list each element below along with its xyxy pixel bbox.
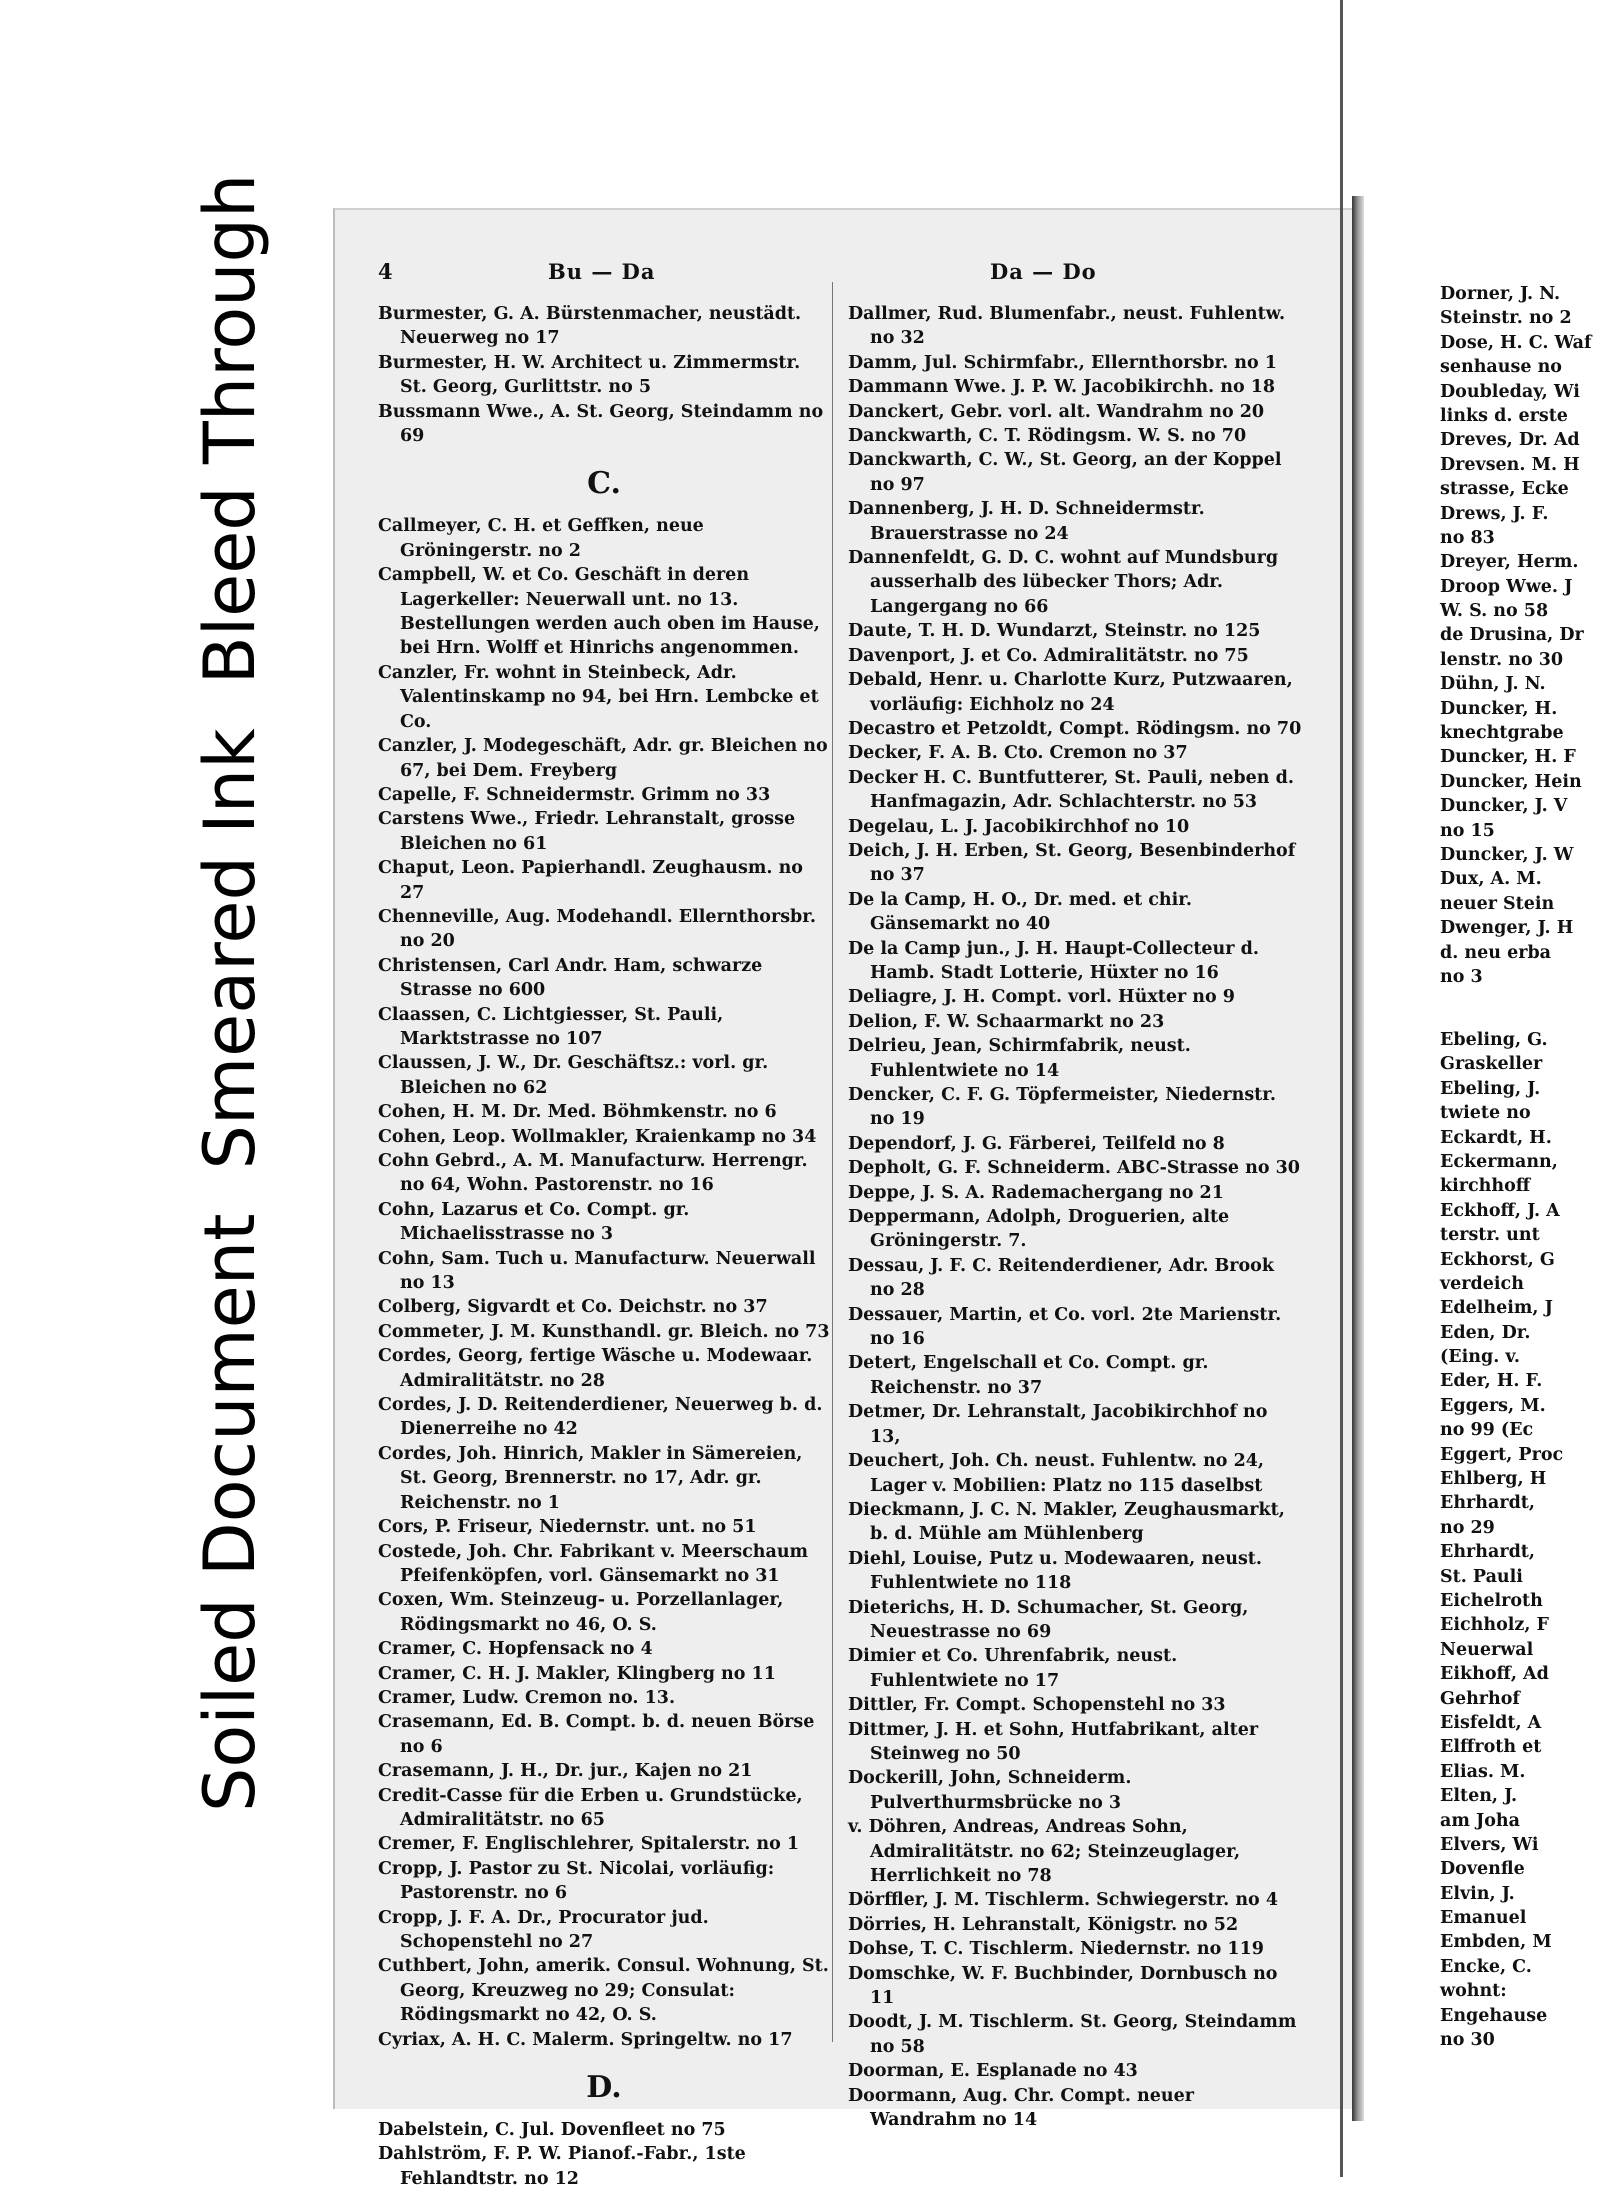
directory-entry: Cuthbert, John, amerik. Consul. Wohnung, St. Georg, Kreuzweg no 29; Consulat: Rödingsmarkt no 42, O. S. bbox=[378, 1956, 829, 2026]
directory-entry: Cyriax, A. H. C. Malerm. Springeltw. no 17 bbox=[378, 2029, 793, 2050]
adjacent-entry-fragment: Eichelroth bbox=[1440, 1590, 1543, 1611]
adjacent-entry-fragment: terstr. unt bbox=[1440, 1225, 1540, 1246]
directory-entry: Coxen, Wm. Steinzeug- u. Porzellanlager, Rödingsmarkt no 46, O. S. bbox=[378, 1590, 784, 1635]
adjacent-entry-fragment: de Drusina, Dr bbox=[1440, 625, 1584, 646]
directory-entry: Cramer, C. Hopfensack no 4 bbox=[378, 1639, 653, 1660]
adjacent-page-edge bbox=[1360, 0, 1600, 2177]
adjacent-entry-fragment: Edelheim, J bbox=[1440, 1298, 1553, 1319]
adjacent-entry-fragment: Drevsen. M. H bbox=[1440, 454, 1580, 475]
directory-entry: Damm, Jul. Schirmfabr., Ellernthorsbr. no 1 bbox=[848, 352, 1277, 373]
directory-entry: Cohen, Leop. Wollmakler, Kraienkamp no 34 bbox=[378, 1126, 817, 1147]
directory-entry: Claussen, J. W., Dr. Geschäftsz.: vorl. gr. Bleichen no 62 bbox=[378, 1053, 769, 1098]
directory-entry: Cramer, Ludw. Cremon no. 13. bbox=[378, 1687, 676, 1708]
adjacent-entry-fragment: Eisfeldt, A bbox=[1440, 1712, 1542, 1733]
directory-entry: Danckwarth, C. W., St. Georg, an der Koppel no 97 bbox=[848, 450, 1282, 495]
directory-entry: Domschke, W. F. Buchbinder, Dornbusch no 11 bbox=[848, 1963, 1278, 2009]
adjacent-entry-fragment: Ebeling, J. bbox=[1440, 1078, 1541, 1099]
adjacent-entry-fragment: no 30 bbox=[1440, 2030, 1495, 2051]
directory-entry: Cordes, Joh. Hinrich, Makler in Sämereien, St. Georg, Brennerstr. no 17, Adr. gr. Reichenstr. no 1 bbox=[378, 1443, 803, 1513]
adjacent-entry-fragment: St. Pauli bbox=[1440, 1566, 1523, 1587]
directory-entry: Canzler, J. Modegeschäft, Adr. gr. Bleichen no 67, bei Dem. Freyberg bbox=[378, 736, 828, 781]
directory-entry: Daute, T. H. D. Wundarzt, Steinstr. no 125 bbox=[848, 621, 1261, 642]
adjacent-entry-fragment: (Eing. v. bbox=[1440, 1347, 1520, 1368]
adjacent-entry-fragment: Drews, J. F. bbox=[1440, 503, 1549, 524]
adjacent-entry-fragment: Dühn, J. N. bbox=[1440, 674, 1546, 695]
directory-entry: Crasemann, J. H., Dr. jur., Kajen no 21 bbox=[378, 1761, 753, 1782]
directory-entry: Cramer, C. H. J. Makler, Klingberg no 11 bbox=[378, 1663, 776, 1684]
directory-entry: Dannenfeldt, G. D. C. wohnt auf Mundsburg ausserhalb des lübecker Thors; Adr. Langergang no 66 bbox=[848, 548, 1279, 617]
directory-entry: De la Camp, H. O., Dr. med. et chir. Gänsemarkt no 40 bbox=[848, 889, 1192, 935]
directory-entry: Credit-Casse für die Erben u. Grundstücke, Admiralitätstr. no 65 bbox=[378, 1785, 803, 1830]
directory-entry: Cohen, H. M. Dr. Med. Böhmkenstr. no 6 bbox=[378, 1102, 777, 1123]
adjacent-entry-fragment: Eggert, Proc bbox=[1440, 1444, 1564, 1465]
adjacent-entry-fragment: Graskeller bbox=[1440, 1054, 1543, 1075]
adjacent-entry-fragment: Eckardt, H. bbox=[1440, 1127, 1552, 1148]
adjacent-entry-fragment: Eggers, M. bbox=[1440, 1395, 1546, 1416]
header-right: Da — Do bbox=[990, 259, 1097, 284]
adjacent-entry-fragment: knechtgrabe bbox=[1440, 723, 1564, 744]
section-letter: C. bbox=[587, 466, 621, 502]
directory-entry: Crasemann, Ed. B. Compt. b. d. neuen Börse no 6 bbox=[378, 1712, 815, 1757]
directory-entry: Cropp, J. F. A. Dr., Procurator jud. Schopenstehl no 27 bbox=[378, 1907, 709, 1952]
adjacent-entry-fragment: senhause no bbox=[1440, 357, 1562, 378]
directory-entry: Dannenberg, J. H. D. Schneidermstr. Brauerstrasse no 24 bbox=[848, 499, 1205, 544]
directory-entry: Deich, J. H. Erben, St. Georg, Besenbinderhof no 37 bbox=[848, 840, 1296, 886]
adjacent-entry-fragment: Duncker, H. bbox=[1440, 698, 1558, 719]
adjacent-entry-fragment: Elvin, J. bbox=[1440, 1883, 1515, 1904]
adjacent-entry-fragment: Eichholz, F bbox=[1440, 1615, 1549, 1636]
adjacent-entry-fragment: Engehause bbox=[1440, 2005, 1548, 2026]
adjacent-entry-fragment: Gehrhof bbox=[1440, 1688, 1520, 1709]
directory-entry: v. Döhren, Andreas, Andreas Sohn, Admiralitätstr. no 62; Steinzeuglager, Herrlichkeit no 78 bbox=[848, 1817, 1241, 1886]
adjacent-entry-fragment: Eder, H. F. bbox=[1440, 1371, 1543, 1392]
adjacent-entry-fragment: Elten, J. bbox=[1440, 1786, 1518, 1807]
directory-entry: Callmeyer, C. H. et Geffken, neue Gröningerstr. no 2 bbox=[378, 516, 704, 561]
directory-entry: Cropp, J. Pastor zu St. Nicolai, vorläufig: Pastorenstr. no 6 bbox=[378, 1858, 775, 1904]
column-divider bbox=[832, 282, 833, 2042]
adjacent-entry-fragment: Dovenfle bbox=[1440, 1859, 1525, 1880]
directory-entry: Dieckmann, J. C. N. Makler, Zeughausmarkt, b. d. Mühle am Mühlenberg bbox=[848, 1499, 1285, 1545]
adjacent-entry-fragment: kirchhoff bbox=[1440, 1176, 1531, 1197]
directory-entry: Dockerill, John, Schneiderm. Pulverthurmsbrücke no 3 bbox=[848, 1768, 1132, 1813]
directory-entry: Cremer, F. Englischlehrer, Spitalerstr. no 1 bbox=[378, 1834, 800, 1855]
adjacent-entry-fragment: Eikhoff, Ad bbox=[1440, 1664, 1549, 1685]
adjacent-entry-fragment: no 3 bbox=[1440, 966, 1483, 987]
directory-entry: Cohn, Lazarus et Co. Compt. gr. Michaelisstrasse no 3 bbox=[378, 1199, 690, 1245]
directory-entry: Dencker, C. F. G. Töpfermeister, Niedernstr. no 19 bbox=[848, 1085, 1276, 1130]
directory-entry: Dessau, J. F. C. Reitenderdiener, Adr. Brook no 28 bbox=[848, 1255, 1274, 1301]
adjacent-entry-fragment: Dorner, J. N. bbox=[1440, 284, 1561, 304]
directory-entry: Dörries, H. Lehranstalt, Königstr. no 52 bbox=[848, 1914, 1239, 1935]
directory-entry: Dittmer, J. H. et Sohn, Hutfabrikant, alter Steinweg no 50 bbox=[848, 1719, 1259, 1764]
adjacent-entry-fragment: d. neu erba bbox=[1440, 942, 1552, 963]
directory-entry: Bussmann Wwe., A. St. Georg, Steindamm no 69 bbox=[378, 401, 824, 447]
adjacent-entry-fragment: lenstr. no 30 bbox=[1440, 649, 1564, 670]
adjacent-entry-fragment: Duncker, J. V bbox=[1440, 796, 1568, 817]
directory-entry: Christensen, Carl Andr. Ham, schwarze Strasse no 600 bbox=[378, 955, 763, 1001]
directory-entry: Deppe, J. S. A. Rademachergang no 21 bbox=[848, 1182, 1224, 1203]
adjacent-entry-fragment: no 29 bbox=[1440, 1517, 1495, 1538]
adjacent-entry-fragment: Neuerwal bbox=[1440, 1639, 1534, 1660]
directory-entry: Danckwarth, C. T. Rödingsm. W. S. no 70 bbox=[848, 426, 1247, 447]
directory-entry: Dependorf, J. G. Färberei, Teilfeld no 8 bbox=[848, 1133, 1225, 1154]
header-left: Bu — Da bbox=[548, 259, 656, 284]
stamp-smeared-ink: Smeared Ink bbox=[189, 728, 271, 1170]
directory-entry: Debald, Henr. u. Charlotte Kurz, Putzwaaren, vorläufig: Eichholz no 24 bbox=[848, 670, 1293, 715]
directory-entry: Deppermann, Adolph, Droguerien, alte Gröningerstr. 7. bbox=[848, 1207, 1230, 1252]
directory-entry: Detert, Engelschall et Co. Compt. gr. Reichenstr. no 37 bbox=[848, 1353, 1209, 1398]
adjacent-entry-fragment: Duncker, Hein bbox=[1440, 771, 1582, 792]
adjacent-entry-fragment: Ehlberg, H bbox=[1440, 1469, 1547, 1490]
directory-entry: Decastro et Petzoldt, Compt. Rödingsm. no 70 bbox=[848, 718, 1302, 739]
directory-entry: Dabelstein, C. Jul. Dovenfleet no 75 bbox=[378, 2120, 726, 2141]
adjacent-entry-fragment: Duncker, J. W bbox=[1440, 844, 1574, 865]
adjacent-entry-fragment: Dose, H. C. Waf bbox=[1440, 332, 1592, 353]
directory-entry: Delrieu, Jean, Schirmfabrik, neust. Fuhlentwiete no 14 bbox=[848, 1036, 1191, 1081]
page-number: 4 bbox=[378, 259, 394, 284]
directory-entry: De la Camp jun., J. H. Haupt-Collecteur d. Hamb. Stadt Lotterie, Hüxter no 16 bbox=[848, 938, 1259, 983]
directory-entry: Detmer, Dr. Lehranstalt, Jacobikirchhof no 13, bbox=[848, 1402, 1268, 1447]
adjacent-entry-fragment: Elffroth et bbox=[1440, 1737, 1542, 1758]
directory-entry: Degelau, L. J. Jacobikirchhof no 10 bbox=[848, 816, 1190, 837]
adjacent-entry-fragment: Ehrhardt, bbox=[1440, 1542, 1535, 1563]
adjacent-entry-fragment: Embden, M bbox=[1440, 1932, 1552, 1953]
section-letter: D. bbox=[586, 2070, 622, 2106]
adjacent-entry-fragment: Ehrhardt, bbox=[1440, 1493, 1535, 1514]
stamp-soiled-document: Soiled Document bbox=[189, 1213, 271, 1812]
left-column bbox=[378, 302, 830, 2191]
adjacent-page-top-entries bbox=[1440, 282, 1592, 989]
directory-entry: Claassen, C. Lichtgiesser, St. Pauli, Marktstrasse no 107 bbox=[378, 1004, 724, 1049]
directory-entry: Capelle, F. Schneidermstr. Grimm no 33 bbox=[378, 784, 771, 805]
directory-entry: Cohn, Sam. Tuch u. Manufacturw. Neuerwall no 13 bbox=[378, 1248, 816, 1294]
directory-entry: Cors, P. Friseur, Niedernstr. unt. no 51 bbox=[378, 1517, 757, 1538]
adjacent-entry-fragment: no 15 bbox=[1440, 820, 1495, 841]
adjacent-entry-fragment: Doubleday, Wi bbox=[1440, 381, 1580, 402]
directory-entry: Chaput, Leon. Papierhandl. Zeughausm. no 27 bbox=[378, 858, 803, 903]
condition-stamp bbox=[189, 130, 271, 1812]
adjacent-entry-fragment: twiete no bbox=[1440, 1103, 1531, 1124]
directory-entry: Cordes, Georg, fertige Wäsche u. Modewaar. Admiralitätstr. no 28 bbox=[378, 1346, 813, 1391]
adjacent-entry-fragment: Duncker, H. F bbox=[1440, 747, 1576, 768]
directory-entry: Delion, F. W. Schaarmarkt no 23 bbox=[848, 1011, 1165, 1032]
directory-entry: Colberg, Sigvardt et Co. Deichstr. no 37 bbox=[378, 1297, 768, 1318]
directory-entry: Dittler, Fr. Compt. Schopenstehl no 33 bbox=[848, 1695, 1226, 1716]
directory-entry: Doodt, J. M. Tischlerm. St. Georg, Steindamm no 58 bbox=[848, 2012, 1297, 2057]
directory-entry: Danckert, Gebr. vorl. alt. Wandrahm no 20 bbox=[848, 401, 1265, 422]
adjacent-entry-fragment: verdeich bbox=[1440, 1273, 1524, 1294]
adjacent-entry-fragment: strasse, Ecke bbox=[1440, 479, 1569, 500]
directory-entry: Costede, Joh. Chr. Fabrikant v. Meerschaum Pfeifenköpfen, vorl. Gänsemarkt no 31 bbox=[378, 1541, 809, 1586]
directory-entry: Cordes, J. D. Reitenderdiener, Neuerweg b. d. Dienerreihe no 42 bbox=[378, 1395, 823, 1440]
directory-entry: Cohn Gebrd., A. M. Manufacturw. Herrengr. no 64, Wohn. Pastorenstr. no 16 bbox=[378, 1151, 808, 1196]
adjacent-page-bottom-entries bbox=[1440, 1028, 1563, 2052]
adjacent-entry-fragment: Steinstr. no 2 bbox=[1440, 308, 1572, 329]
directory-entry: Dammann Wwe. J. P. W. Jacobikirchh. no 18 bbox=[848, 377, 1276, 398]
directory-entry: Dallmer, Rud. Blumenfabr., neust. Fuhlentw. no 32 bbox=[848, 304, 1286, 349]
adjacent-entry-fragment: Dreyer, Herm. bbox=[1440, 552, 1579, 573]
directory-entry: Davenport, J. et Co. Admiralitätstr. no 75 bbox=[848, 645, 1249, 666]
directory-entry: Doormann, Aug. Chr. Compt. neuer Wandrahm no 14 bbox=[848, 2085, 1194, 2131]
adjacent-entry-fragment: wohnt: bbox=[1440, 1981, 1507, 2002]
adjacent-entry-fragment: Dux, A. M. bbox=[1440, 869, 1542, 890]
right-column bbox=[848, 302, 1303, 2132]
adjacent-entry-fragment: Emanuel bbox=[1440, 1908, 1527, 1929]
adjacent-entry-fragment: Eden, Dr. bbox=[1440, 1322, 1531, 1343]
directory-entry: Depholt, G. F. Schneiderm. ABC-Strasse no 30 bbox=[848, 1158, 1300, 1179]
directory-entry: Dimier et Co. Uhrenfabrik, neust. Fuhlentwiete no 17 bbox=[848, 1646, 1178, 1691]
adjacent-entry-fragment: no 83 bbox=[1440, 527, 1495, 548]
directory-entry: Dessauer, Martin, et Co. vorl. 2te Marienstr. no 16 bbox=[848, 1304, 1282, 1350]
adjacent-entry-fragment: Ebeling, G. bbox=[1440, 1030, 1548, 1050]
directory-entry: Burmester, H. W. Architect u. Zimmermstr. St. Georg, Gurlittstr. no 5 bbox=[378, 352, 801, 398]
directory-entry: Dohse, T. C. Tischlerm. Niedernstr. no 119 bbox=[848, 1939, 1264, 1960]
adjacent-entry-fragment: Droop Wwe. J bbox=[1440, 576, 1573, 597]
adjacent-entry-fragment: Eckermann, bbox=[1440, 1151, 1558, 1172]
directory-entry: Carstens Wwe., Friedr. Lehranstalt, grosse Bleichen no 61 bbox=[378, 809, 796, 854]
adjacent-entry-fragment: Dreves, Dr. Ad bbox=[1440, 430, 1580, 451]
directory-entry: Dieterichs, H. D. Schumacher, St. Georg, Neuestrasse no 69 bbox=[848, 1597, 1249, 1642]
adjacent-entry-fragment: Elvers, Wi bbox=[1440, 1834, 1539, 1855]
directory-entry: Dörffler, J. M. Tischlerm. Schwiegerstr. no 4 bbox=[848, 1890, 1278, 1911]
directory-entry: Deuchert, Joh. Ch. neust. Fuhlentw. no 24, Lager v. Mobilien: Platz no 115 daselbst bbox=[848, 1451, 1265, 1496]
directory-entry: Deliagre, J. H. Compt. vorl. Hüxter no 9 bbox=[848, 987, 1235, 1008]
adjacent-entry-fragment: W. S. no 58 bbox=[1440, 601, 1549, 622]
directory-entry: Campbell, W. et Co. Geschäft in deren Lagerkeller: Neuerwall unt. no 13. Bestellungen werden auch oben im Hause, bei Hrn. Wolff et Hinrichs angenommen. bbox=[378, 565, 820, 659]
adjacent-entry-fragment: neuer Stein bbox=[1440, 893, 1555, 914]
directory-entry: Chenneville, Aug. Modehandl. Ellernthorsbr. no 20 bbox=[378, 906, 816, 952]
directory-entry: Commeter, J. M. Kunsthandl. gr. Bleich. no 73 bbox=[378, 1321, 830, 1342]
adjacent-entry-fragment: am Joha bbox=[1440, 1810, 1520, 1831]
adjacent-entry-fragment: links d. erste bbox=[1440, 405, 1568, 426]
directory-entry: Decker H. C. Buntfutterer, St. Pauli, neben d. Hanfmagazin, Adr. Schlachterstr. no 53 bbox=[848, 767, 1294, 813]
directory-entry: Dahlström, F. P. W. Pianof.-Fabr., 1ste Fehlandtstr. no 12 bbox=[378, 2144, 746, 2189]
directory-entry: Doorman, E. Esplanade no 43 bbox=[848, 2061, 1138, 2082]
adjacent-entry-fragment: Encke, C. bbox=[1440, 1956, 1532, 1977]
directory-entry: Canzler, Fr. wohnt in Steinbeck, Adr. Valentinskamp no 94, bei Hrn. Lembcke et Co. bbox=[378, 662, 819, 732]
adjacent-entry-fragment: Eckhoff, J. A bbox=[1440, 1200, 1560, 1221]
adjacent-entry-fragment: no 99 (Ec bbox=[1440, 1420, 1534, 1441]
adjacent-entry-fragment: Eckhorst, G bbox=[1440, 1249, 1555, 1270]
directory-entry: Decker, F. A. B. Cto. Cremon no 37 bbox=[848, 743, 1188, 764]
directory-entry: Diehl, Louise, Putz u. Modewaaren, neust. Fuhlentwiete no 118 bbox=[848, 1548, 1262, 1594]
stamp-bleed-through: Bleed Through bbox=[189, 173, 271, 685]
directory-entry: Burmester, G. A. Bürstenmacher, neustädt. Neuerweg no 17 bbox=[378, 304, 802, 349]
adjacent-entry-fragment: Elias. M. bbox=[1440, 1761, 1526, 1782]
adjacent-entry-fragment: Dwenger, J. H bbox=[1440, 918, 1574, 939]
binding-edge-line bbox=[1340, 0, 1343, 2177]
